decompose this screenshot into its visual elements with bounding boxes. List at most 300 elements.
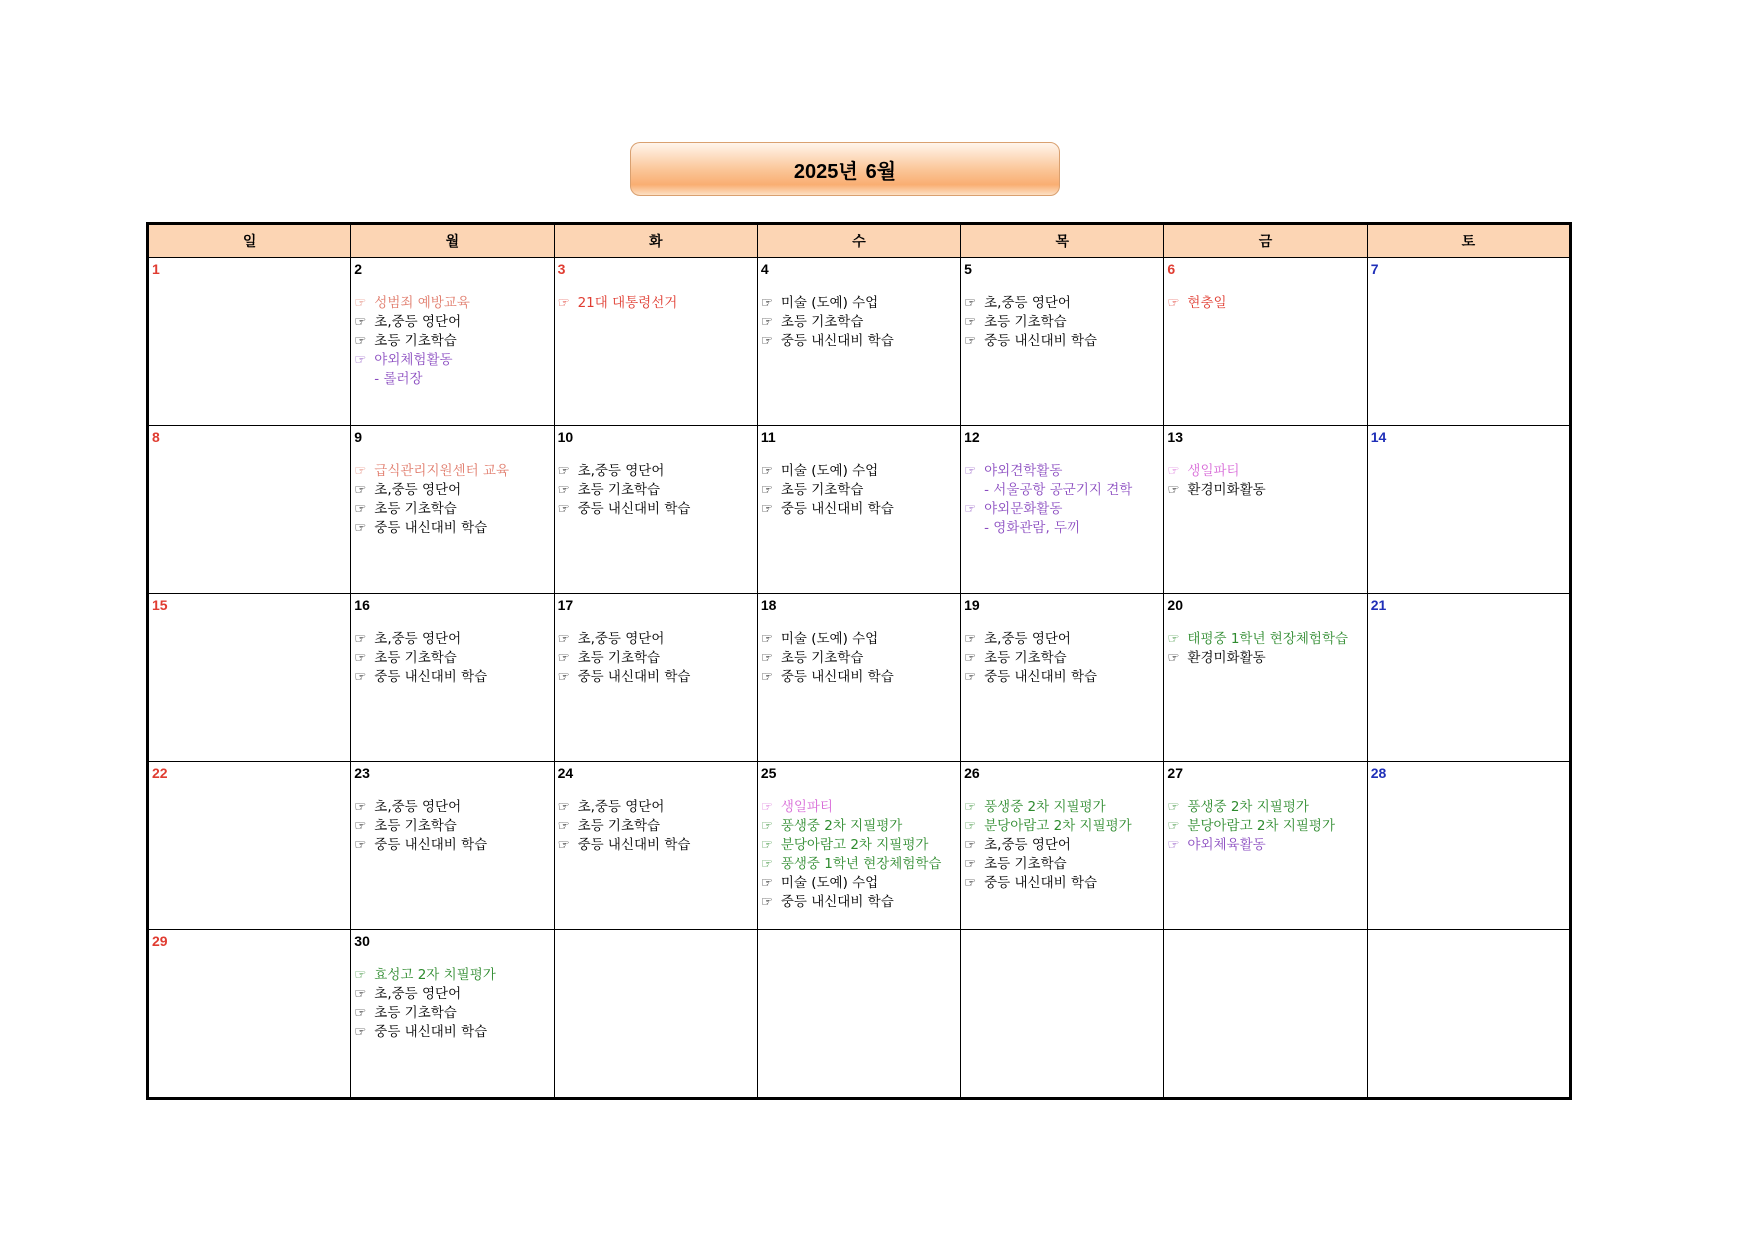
event-text: 초등 기초학습: [577, 818, 661, 834]
day-cell-content: [1368, 258, 1569, 425]
day-cell[interactable]: [961, 930, 1164, 1099]
event-text: 중등 내신대비 학습: [984, 669, 1098, 685]
event-text: 초,중등 영단어: [984, 295, 1071, 311]
event-item: [354, 966, 551, 985]
pointing-hand-icon: ☞: [557, 295, 570, 311]
event-item: [964, 836, 1161, 855]
event-text: 초등 기초학습: [374, 650, 457, 666]
pointing-hand-icon: ☞: [354, 295, 367, 311]
pointing-hand-icon: ☞: [964, 856, 977, 872]
day-number: 30: [354, 933, 370, 949]
pointing-hand-icon: ☞: [354, 1024, 367, 1040]
pointing-hand-icon: ☞: [557, 799, 570, 815]
event-item: [964, 332, 1161, 351]
pointing-hand-icon: ☞: [354, 799, 367, 815]
calendar-title: [630, 142, 1060, 196]
event-item: [558, 798, 755, 817]
event-text: 중등 내신대비 학습: [984, 333, 1098, 349]
event-item: [964, 817, 1161, 836]
day-cell-content: [351, 594, 553, 761]
weekday-header-sat: 토: [1367, 224, 1570, 258]
calendar-grid: [146, 222, 1572, 1100]
day-cell[interactable]: [351, 258, 554, 426]
event-text: 중등 내신대비 학습: [577, 669, 691, 685]
event-item: [558, 630, 755, 649]
event-text: 초등 기초학습: [374, 333, 457, 349]
event-text: 야외체육활동: [1187, 837, 1266, 853]
pointing-hand-icon: ☞: [354, 352, 367, 368]
pointing-hand-icon: ☞: [354, 967, 367, 983]
day-cell-content: [351, 930, 553, 1097]
pointing-hand-icon: ☞: [1167, 631, 1180, 647]
event-text: - 영화관람, 두끼: [984, 520, 1081, 536]
event-text: 야외견학활동: [984, 463, 1063, 479]
day-number: 11: [760, 429, 776, 445]
weekday-header-wed: 수: [757, 224, 960, 258]
day-number: 1: [152, 261, 160, 277]
day-number: 29: [152, 933, 168, 949]
day-cell-content: [1164, 762, 1366, 929]
event-text: - 롤러장: [374, 371, 423, 387]
day-number: 7: [1370, 261, 1379, 277]
event-text: 미술 (도예) 수업: [780, 875, 879, 891]
event-item: [354, 294, 551, 313]
day-number: 13: [1167, 429, 1183, 445]
day-number: 23: [354, 765, 370, 781]
day-cell-content: [149, 426, 350, 593]
pointing-hand-icon: ☞: [1167, 799, 1180, 815]
day-cell[interactable]: [554, 258, 757, 426]
event-item: [354, 1004, 551, 1023]
event-item: [354, 817, 551, 836]
day-cell[interactable]: [1164, 930, 1367, 1099]
day-number: 26: [964, 765, 980, 781]
event-text: 초,중등 영단어: [984, 631, 1071, 647]
day-cell-content: [351, 426, 553, 593]
event-item: [964, 855, 1161, 874]
day-cell-content: [1368, 594, 1569, 761]
day-cell[interactable]: [148, 258, 351, 426]
day-number: 16: [354, 597, 370, 613]
pointing-hand-icon: ☞: [354, 314, 367, 330]
calendar-body: [148, 258, 1571, 1099]
event-text: 중등 내신대비 학습: [577, 837, 691, 853]
day-number: 22: [152, 765, 168, 781]
day-number: 4: [760, 261, 769, 277]
event-item: [964, 294, 1161, 313]
event-item: [558, 649, 755, 668]
event-item: [1167, 462, 1364, 481]
event-text: 초,중등 영단어: [374, 631, 462, 647]
day-cell[interactable]: [1367, 762, 1570, 930]
day-cell[interactable]: [1164, 594, 1367, 762]
event-item: [761, 332, 958, 351]
pointing-hand-icon: ☞: [760, 631, 773, 647]
event-item: [354, 500, 551, 519]
event-item: [558, 481, 755, 500]
day-number: [964, 932, 1161, 950]
pointing-hand-icon: ☞: [557, 818, 570, 834]
day-cell[interactable]: [1164, 762, 1367, 930]
day-number: 14: [1370, 429, 1387, 445]
event-text: 21대 대통령선거: [577, 295, 678, 311]
pointing-hand-icon: ☞: [1167, 482, 1180, 498]
event-text: 초등 기초학습: [984, 314, 1067, 330]
event-text: 초,중등 영단어: [374, 986, 462, 1002]
day-cell-content: [961, 762, 1163, 929]
event-item: [558, 500, 755, 519]
day-cell[interactable]: [961, 258, 1164, 426]
day-cell[interactable]: [757, 258, 960, 426]
day-cell[interactable]: [1367, 258, 1570, 426]
event-text: 초,중등 영단어: [374, 482, 462, 498]
event-text: 환경미화활동: [1187, 650, 1266, 666]
pointing-hand-icon: ☞: [354, 482, 367, 498]
day-cell-content: [351, 258, 553, 425]
day-number: [1167, 932, 1364, 950]
event-item: [964, 798, 1161, 817]
day-number: 15: [152, 597, 168, 613]
day-cell-content: [149, 594, 350, 761]
pointing-hand-icon: ☞: [557, 631, 570, 647]
day-cell[interactable]: [554, 426, 757, 594]
event-text: 초등 기초학습: [577, 482, 661, 498]
event-text: 초,중등 영단어: [984, 837, 1071, 853]
day-cell-content: [149, 762, 350, 929]
event-text: 초,중등 영단어: [577, 799, 665, 815]
day-number: [558, 932, 755, 950]
day-cell-content: [149, 258, 350, 425]
event-item: [964, 668, 1161, 687]
day-cell-content: [555, 594, 757, 761]
day-number: 3: [557, 261, 566, 277]
event-item: [964, 630, 1161, 649]
event-text: 초,중등 영단어: [577, 631, 665, 647]
day-cell-content: [961, 426, 1163, 593]
event-item: [354, 313, 551, 332]
event-text: - 서울공항 공군기지 견학: [984, 482, 1133, 498]
event-item: [1167, 481, 1364, 500]
event-text: 초등 기초학습: [374, 818, 457, 834]
day-cell[interactable]: [1367, 426, 1570, 594]
day-number: 19: [964, 597, 980, 613]
event-text: 풍생중 1학년 현장체험학습: [780, 856, 942, 872]
pointing-hand-icon: ☞: [354, 501, 367, 517]
pointing-hand-icon: ☞: [964, 314, 977, 330]
event-text: 야외문화활동: [984, 501, 1063, 517]
pointing-hand-icon: ☞: [354, 333, 367, 349]
day-cell[interactable]: [1367, 594, 1570, 762]
pointing-hand-icon: ☞: [760, 314, 773, 330]
event-item: [558, 462, 755, 481]
day-cell[interactable]: [148, 426, 351, 594]
event-text: 중등 내신대비 학습: [374, 1024, 488, 1040]
day-cell-content: [758, 258, 960, 425]
event-text: 미술 (도예) 수업: [780, 631, 879, 647]
pointing-hand-icon: ☞: [964, 333, 977, 349]
event-item: [964, 519, 1161, 538]
pointing-hand-icon: ☞: [964, 463, 977, 479]
day-cell[interactable]: [148, 594, 351, 762]
day-cell-content: [1164, 426, 1366, 593]
event-item: [558, 836, 755, 855]
event-item: [761, 500, 958, 519]
day-cell[interactable]: [351, 762, 554, 930]
day-number: 17: [557, 597, 574, 613]
pointing-hand-icon: ☞: [760, 482, 773, 498]
day-number: 21: [1370, 597, 1387, 613]
event-item: [964, 874, 1161, 893]
pointing-hand-icon: ☞: [760, 463, 773, 479]
event-text: 미술 (도예) 수업: [780, 295, 879, 311]
event-item: [354, 668, 551, 687]
event-text: 분당아람고 2차 지필평가: [1187, 818, 1335, 834]
event-text: 중등 내신대비 학습: [780, 669, 894, 685]
pointing-hand-icon: ☞: [557, 669, 570, 685]
event-text: 급식관리지원센터 교육: [374, 463, 509, 479]
pointing-hand-icon: ☞: [557, 837, 570, 853]
day-cell-content: [555, 762, 757, 929]
event-text: 초등 기초학습: [780, 650, 864, 666]
event-text: 초등 기초학습: [780, 482, 864, 498]
title-year: 2025년: [793, 160, 858, 183]
event-text: 초등 기초학습: [577, 650, 661, 666]
event-item: [354, 519, 551, 538]
day-cell-content: [149, 930, 350, 1097]
pointing-hand-icon: ☞: [964, 295, 977, 311]
pointing-hand-icon: ☞: [354, 669, 367, 685]
weekday-header-thu: 목: [961, 224, 1164, 258]
event-text: 초등 기초학습: [374, 501, 457, 517]
day-cell[interactable]: [351, 426, 554, 594]
pointing-hand-icon: ☞: [354, 520, 367, 536]
event-item: [964, 500, 1161, 519]
event-item: [761, 855, 958, 874]
pointing-hand-icon: ☞: [354, 1005, 367, 1021]
day-number: 6: [1167, 261, 1176, 277]
day-cell[interactable]: [961, 594, 1164, 762]
day-cell-content: [351, 762, 553, 929]
event-item: [761, 294, 958, 313]
day-number: 10: [557, 429, 574, 445]
day-number: 12: [964, 429, 980, 445]
event-item: [354, 481, 551, 500]
day-number: 8: [152, 429, 160, 445]
event-item: [761, 313, 958, 332]
event-text: 중등 내신대비 학습: [374, 837, 488, 853]
event-item: [761, 649, 958, 668]
weekday-header-tue: 화: [554, 224, 757, 258]
event-item: [354, 630, 551, 649]
event-text: 중등 내신대비 학습: [374, 669, 488, 685]
event-item: [1167, 294, 1364, 313]
event-item: [354, 836, 551, 855]
event-item: [354, 370, 551, 389]
day-cell[interactable]: [961, 762, 1164, 930]
day-cell[interactable]: [757, 594, 960, 762]
day-cell-content: [555, 258, 757, 425]
day-cell-content: [961, 258, 1163, 425]
pointing-hand-icon: ☞: [760, 333, 773, 349]
event-item: [964, 649, 1161, 668]
event-text: 분당아람고 2차 지필평가: [780, 837, 929, 853]
weekday-header-sun: 일: [148, 224, 351, 258]
pointing-hand-icon: ☞: [354, 650, 367, 666]
day-cell[interactable]: [148, 762, 351, 930]
pointing-hand-icon: ☞: [760, 501, 773, 517]
pointing-hand-icon: ☞: [760, 856, 773, 872]
event-item: [761, 630, 958, 649]
week-row: [148, 594, 1571, 762]
pointing-hand-icon: ☞: [760, 799, 773, 815]
pointing-hand-icon: ☞: [964, 799, 977, 815]
pointing-hand-icon: ☞: [964, 837, 977, 853]
day-cell[interactable]: [554, 930, 757, 1099]
pointing-hand-icon: ☞: [760, 894, 773, 910]
event-text: 초,중등 영단어: [374, 314, 462, 330]
day-number: 18: [760, 597, 777, 613]
event-item: [1167, 798, 1364, 817]
event-text: 중등 내신대비 학습: [780, 501, 894, 517]
day-cell-content: [1164, 258, 1366, 425]
event-item: [964, 481, 1161, 500]
day-number: 24: [557, 765, 574, 781]
event-item: [558, 817, 755, 836]
event-item: [354, 1023, 551, 1042]
pointing-hand-icon: ☞: [760, 669, 773, 685]
event-text: 현충일: [1187, 295, 1227, 311]
day-cell[interactable]: [757, 762, 960, 930]
event-item: [964, 462, 1161, 481]
pointing-hand-icon: ☞: [354, 463, 367, 479]
event-item: [1167, 649, 1364, 668]
event-item: [354, 649, 551, 668]
event-text: 환경미화활동: [1187, 482, 1266, 498]
event-item: [354, 351, 551, 370]
day-cell[interactable]: [1367, 930, 1570, 1099]
day-cell[interactable]: [554, 762, 757, 930]
pointing-hand-icon: ☞: [964, 650, 977, 666]
day-number: 28: [1370, 765, 1387, 781]
weekday-header-mon: 월: [351, 224, 554, 258]
event-item: [1167, 630, 1364, 649]
event-item: [354, 332, 551, 351]
event-text: 태평중 1학년 현장체험학습: [1187, 631, 1349, 647]
event-text: 풍생중 2차 지필평가: [780, 818, 903, 834]
event-text: 미술 (도예) 수업: [780, 463, 879, 479]
day-cell-content: [961, 930, 1163, 1097]
pointing-hand-icon: ☞: [1167, 818, 1180, 834]
day-cell-content: [1368, 930, 1569, 1097]
event-text: 초등 기초학습: [374, 1005, 457, 1021]
pointing-hand-icon: ☞: [1167, 295, 1180, 311]
event-text: 생일파티: [780, 799, 834, 815]
event-item: [354, 462, 551, 481]
pointing-hand-icon: ☞: [760, 650, 773, 666]
event-text: 야외체험활동: [374, 352, 453, 368]
day-cell[interactable]: [148, 930, 351, 1099]
pointing-hand-icon: ☞: [557, 501, 570, 517]
event-text: 중등 내신대비 학습: [984, 875, 1098, 891]
event-text: 중등 내신대비 학습: [780, 333, 894, 349]
week-row: [148, 762, 1571, 930]
week-row: [148, 426, 1571, 594]
day-cell[interactable]: [351, 930, 554, 1099]
pointing-hand-icon: ☞: [760, 295, 773, 311]
event-text: 중등 내신대비 학습: [780, 894, 894, 910]
event-item: [761, 462, 958, 481]
pointing-hand-icon: ☞: [557, 482, 570, 498]
day-number: 20: [1167, 597, 1183, 613]
pointing-hand-icon: ☞: [354, 986, 367, 1002]
day-number: [761, 932, 958, 950]
day-cell[interactable]: [961, 426, 1164, 594]
pointing-hand-icon: ☞: [354, 631, 367, 647]
day-number: 25: [760, 765, 777, 781]
day-cell-content: [1164, 930, 1366, 1097]
day-number: 5: [964, 261, 972, 277]
pointing-hand-icon: ☞: [557, 463, 570, 479]
day-cell[interactable]: [554, 594, 757, 762]
day-cell-content: [1368, 426, 1569, 593]
weekday-header-row: [148, 224, 1571, 258]
event-text: 중등 내신대비 학습: [577, 501, 691, 517]
event-item: [964, 313, 1161, 332]
event-item: [761, 817, 958, 836]
event-text: 중등 내신대비 학습: [374, 520, 488, 536]
pointing-hand-icon: ☞: [964, 818, 977, 834]
week-row: [148, 930, 1571, 1099]
day-cell-content: [555, 426, 757, 593]
weekday-header-fri: 금: [1164, 224, 1367, 258]
event-text: 초등 기초학습: [780, 314, 864, 330]
pointing-hand-icon: ☞: [964, 631, 977, 647]
pointing-hand-icon: ☞: [760, 818, 773, 834]
day-number: 27: [1167, 765, 1183, 781]
pointing-hand-icon: ☞: [354, 837, 367, 853]
event-text: 효성고 2자 치필평가: [374, 967, 496, 983]
event-text: 생일파티: [1187, 463, 1240, 479]
event-item: [354, 798, 551, 817]
day-cell[interactable]: [757, 930, 960, 1099]
day-cell[interactable]: [1164, 426, 1367, 594]
pointing-hand-icon: ☞: [964, 669, 977, 685]
pointing-hand-icon: ☞: [1167, 463, 1180, 479]
day-cell-content: [555, 930, 757, 1097]
pointing-hand-icon: ☞: [760, 837, 773, 853]
day-cell-content: [758, 762, 960, 929]
day-cell-content: [961, 594, 1163, 761]
day-number: [1371, 932, 1567, 950]
day-number: 2: [354, 261, 363, 277]
day-cell-content: [758, 930, 960, 1097]
day-cell[interactable]: [757, 426, 960, 594]
day-cell[interactable]: [1164, 258, 1367, 426]
day-cell-content: [758, 426, 960, 593]
event-item: [761, 893, 958, 912]
day-cell[interactable]: [351, 594, 554, 762]
event-item: [1167, 836, 1364, 855]
event-item: [761, 836, 958, 855]
pointing-hand-icon: ☞: [1167, 837, 1180, 853]
title-month: 6월: [865, 160, 897, 183]
event-text: 성범죄 예방교육: [374, 295, 470, 311]
event-item: [558, 668, 755, 687]
week-row: [148, 258, 1571, 426]
event-item: [761, 481, 958, 500]
event-item: [761, 874, 958, 893]
event-item: [354, 985, 551, 1004]
